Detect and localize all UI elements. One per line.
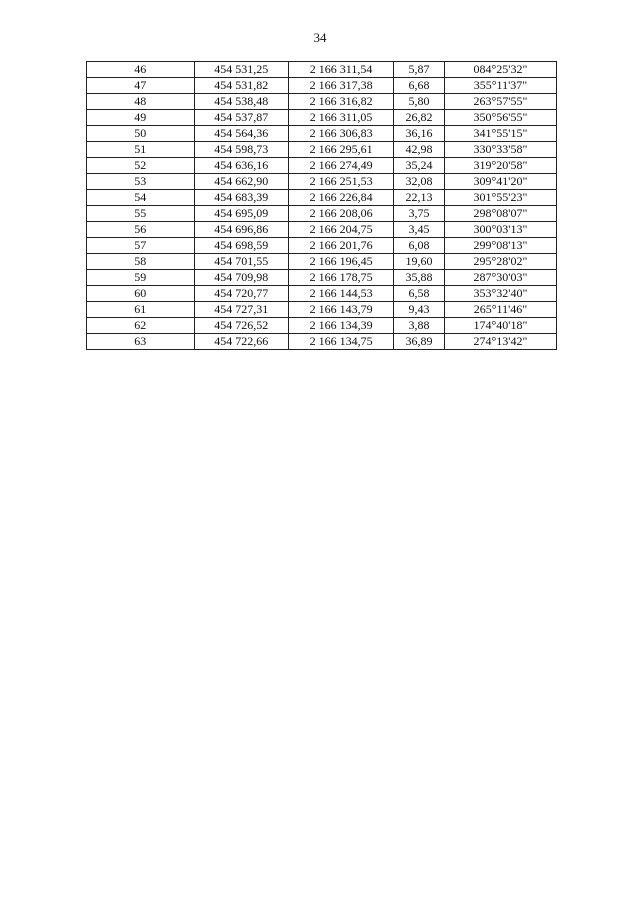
y-coordinate-cell: 2 166 134,75 bbox=[288, 334, 393, 350]
x-coordinate-cell: 454 701,55 bbox=[194, 254, 288, 270]
y-coordinate-cell: 2 166 311,54 bbox=[288, 62, 393, 78]
x-coordinate-cell: 454 709,98 bbox=[194, 270, 288, 286]
point-number-cell: 53 bbox=[87, 174, 195, 190]
y-coordinate-cell: 2 166 201,76 bbox=[288, 238, 393, 254]
point-number-cell: 54 bbox=[87, 190, 195, 206]
y-coordinate-cell: 2 166 226,84 bbox=[288, 190, 393, 206]
table-row bbox=[87, 190, 557, 206]
table-row bbox=[87, 318, 557, 334]
distance-cell: 32,08 bbox=[394, 174, 445, 190]
x-coordinate-cell: 454 720,77 bbox=[194, 286, 288, 302]
point-number-cell: 52 bbox=[87, 158, 195, 174]
table-row bbox=[87, 158, 557, 174]
direction-angle-cell: 341°55'15" bbox=[444, 126, 556, 142]
table-row bbox=[87, 254, 557, 270]
y-coordinate-cell: 2 166 274,49 bbox=[288, 158, 393, 174]
x-coordinate-cell: 454 727,31 bbox=[194, 302, 288, 318]
direction-angle-cell: 295°28'02" bbox=[444, 254, 556, 270]
x-coordinate-cell: 454 698,59 bbox=[194, 238, 288, 254]
table-row bbox=[87, 94, 557, 110]
direction-angle-cell: 299°08'13" bbox=[444, 238, 556, 254]
y-coordinate-cell: 2 166 306,83 bbox=[288, 126, 393, 142]
point-number-cell: 62 bbox=[87, 318, 195, 334]
y-coordinate-cell: 2 166 316,82 bbox=[288, 94, 393, 110]
distance-cell: 19,60 bbox=[394, 254, 445, 270]
y-coordinate-cell: 2 166 295,61 bbox=[288, 142, 393, 158]
point-number-cell: 51 bbox=[87, 142, 195, 158]
point-number-cell: 58 bbox=[87, 254, 195, 270]
direction-angle-cell: 301°55'23" bbox=[444, 190, 556, 206]
direction-angle-cell: 353°32'40" bbox=[444, 286, 556, 302]
table-row bbox=[87, 110, 557, 126]
y-coordinate-cell: 2 166 317,38 bbox=[288, 78, 393, 94]
table-row bbox=[87, 222, 557, 238]
x-coordinate-cell: 454 538,48 bbox=[194, 94, 288, 110]
x-coordinate-cell: 454 537,87 bbox=[194, 110, 288, 126]
distance-cell: 5,87 bbox=[394, 62, 445, 78]
x-coordinate-cell: 454 696,86 bbox=[194, 222, 288, 238]
point-number-cell: 61 bbox=[87, 302, 195, 318]
table-row bbox=[87, 302, 557, 318]
direction-angle-cell: 298°08'07" bbox=[444, 206, 556, 222]
y-coordinate-cell: 2 166 196,45 bbox=[288, 254, 393, 270]
distance-cell: 35,88 bbox=[394, 270, 445, 286]
y-coordinate-cell: 2 166 311,05 bbox=[288, 110, 393, 126]
distance-cell: 6,08 bbox=[394, 238, 445, 254]
point-number-cell: 55 bbox=[87, 206, 195, 222]
point-number-cell: 59 bbox=[87, 270, 195, 286]
direction-angle-cell: 174°40'18" bbox=[444, 318, 556, 334]
direction-angle-cell: 319°20'58" bbox=[444, 158, 556, 174]
x-coordinate-cell: 454 726,52 bbox=[194, 318, 288, 334]
y-coordinate-cell: 2 166 144,53 bbox=[288, 286, 393, 302]
x-coordinate-cell: 454 564,36 bbox=[194, 126, 288, 142]
table-row bbox=[87, 142, 557, 158]
table-row bbox=[87, 126, 557, 142]
table-row bbox=[87, 62, 557, 78]
coordinates-table bbox=[86, 61, 557, 350]
x-coordinate-cell: 454 531,25 bbox=[194, 62, 288, 78]
distance-cell: 6,58 bbox=[394, 286, 445, 302]
y-coordinate-cell: 2 166 134,39 bbox=[288, 318, 393, 334]
x-coordinate-cell: 454 695,09 bbox=[194, 206, 288, 222]
point-number-cell: 56 bbox=[87, 222, 195, 238]
x-coordinate-cell: 454 636,16 bbox=[194, 158, 288, 174]
point-number-cell: 63 bbox=[87, 334, 195, 350]
x-coordinate-cell: 454 531,82 bbox=[194, 78, 288, 94]
direction-angle-cell: 350°56'55" bbox=[444, 110, 556, 126]
y-coordinate-cell: 2 166 251,53 bbox=[288, 174, 393, 190]
x-coordinate-cell: 454 683,39 bbox=[194, 190, 288, 206]
distance-cell: 6,68 bbox=[394, 78, 445, 94]
distance-cell: 35,24 bbox=[394, 158, 445, 174]
direction-angle-cell: 309°41'20" bbox=[444, 174, 556, 190]
table-row bbox=[87, 334, 557, 350]
distance-cell: 36,89 bbox=[394, 334, 445, 350]
direction-angle-cell: 274°13'42" bbox=[444, 334, 556, 350]
direction-angle-cell: 084°25'32" bbox=[444, 62, 556, 78]
table-row bbox=[87, 238, 557, 254]
y-coordinate-cell: 2 166 143,79 bbox=[288, 302, 393, 318]
coordinates-table-body bbox=[87, 62, 557, 350]
distance-cell: 3,75 bbox=[394, 206, 445, 222]
point-number-cell: 50 bbox=[87, 126, 195, 142]
point-number-cell: 57 bbox=[87, 238, 195, 254]
table-row bbox=[87, 78, 557, 94]
x-coordinate-cell: 454 722,66 bbox=[194, 334, 288, 350]
page-number: 34 bbox=[313, 30, 327, 45]
distance-cell: 5,80 bbox=[394, 94, 445, 110]
table-row bbox=[87, 206, 557, 222]
table-row bbox=[87, 174, 557, 190]
direction-angle-cell: 355°11'37" bbox=[444, 78, 556, 94]
y-coordinate-cell: 2 166 204,75 bbox=[288, 222, 393, 238]
distance-cell: 3,88 bbox=[394, 318, 445, 334]
table-row bbox=[87, 270, 557, 286]
point-number-cell: 47 bbox=[87, 78, 195, 94]
point-number-cell: 60 bbox=[87, 286, 195, 302]
point-number-cell: 49 bbox=[87, 110, 195, 126]
direction-angle-cell: 263°57'55" bbox=[444, 94, 556, 110]
distance-cell: 9,43 bbox=[394, 302, 445, 318]
distance-cell: 22,13 bbox=[394, 190, 445, 206]
x-coordinate-cell: 454 598,73 bbox=[194, 142, 288, 158]
direction-angle-cell: 265°11'46" bbox=[444, 302, 556, 318]
point-number-cell: 48 bbox=[87, 94, 195, 110]
table-row bbox=[87, 286, 557, 302]
y-coordinate-cell: 2 166 178,75 bbox=[288, 270, 393, 286]
direction-angle-cell: 300°03'13" bbox=[444, 222, 556, 238]
distance-cell: 42,98 bbox=[394, 142, 445, 158]
direction-angle-cell: 330°33'58" bbox=[444, 142, 556, 158]
y-coordinate-cell: 2 166 208,06 bbox=[288, 206, 393, 222]
x-coordinate-cell: 454 662,90 bbox=[194, 174, 288, 190]
distance-cell: 26,82 bbox=[394, 110, 445, 126]
distance-cell: 3,45 bbox=[394, 222, 445, 238]
distance-cell: 36,16 bbox=[394, 126, 445, 142]
point-number-cell: 46 bbox=[87, 62, 195, 78]
direction-angle-cell: 287°30'03" bbox=[444, 270, 556, 286]
